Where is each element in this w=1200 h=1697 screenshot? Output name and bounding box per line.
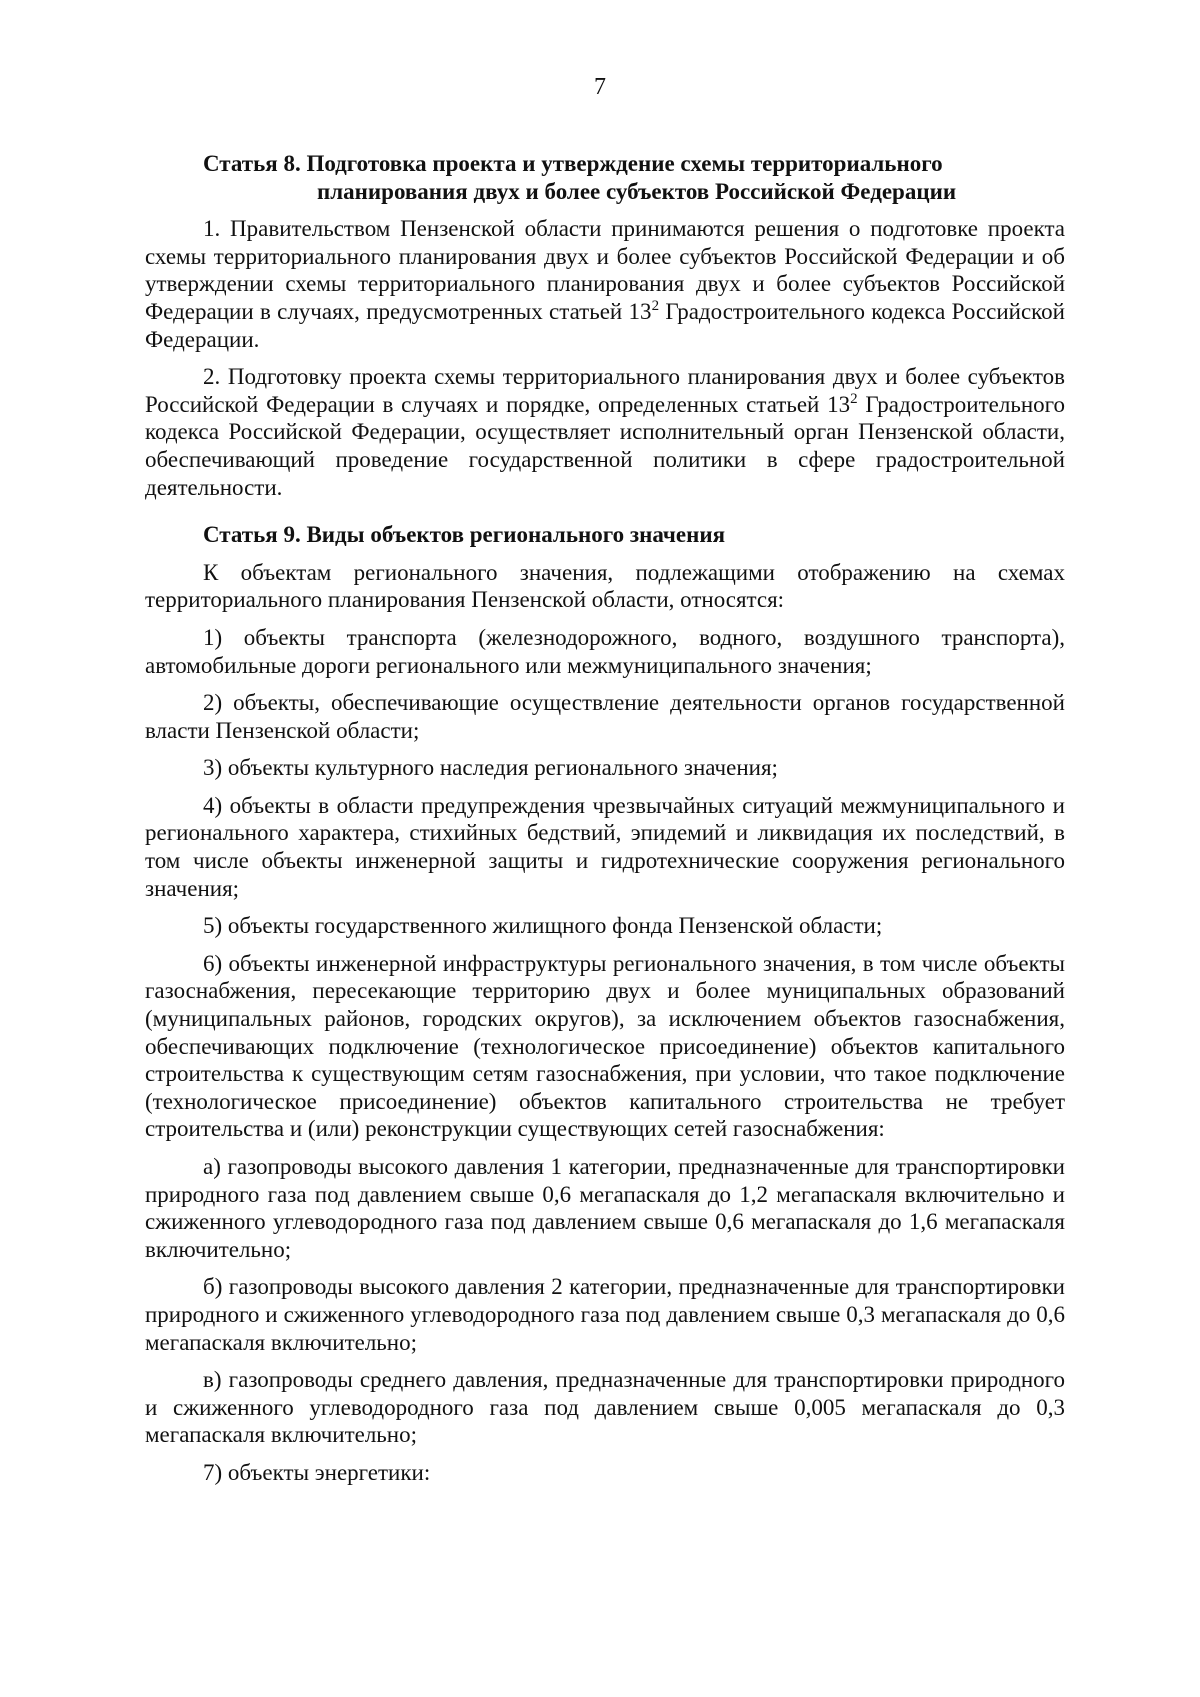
article-8-paragraph-1-superscript: 2 — [651, 297, 660, 314]
article-9-item-2: 2) объекты, обеспечивающие осуществление деятельности органов государственной власти Пензенской области; — [145, 690, 1065, 743]
document-body — [145, 150, 1065, 1487]
article-8-paragraph-2 — [145, 363, 1065, 501]
article-8-heading-line-1: Статья 8. Подготовка проекта и утверждение схемы территориального — [203, 151, 943, 176]
article-9-subitem-b: б) газопроводы высокого давления 2 категории, предназначенные для транспортировки природного и сжиженного углеводородного газа под давлением свыше 0,3 мегапаскаля до 0,6 мегапаскаля включительно; — [145, 1274, 1065, 1355]
article-9-item-7: 7) объекты энергетики: — [203, 1459, 431, 1485]
article-9-intro: К объектам регионального значения, подлежащими отображению на схемах территориального планирования Пензенской области, относятся: — [145, 559, 1065, 613]
article-8-paragraph-1-text: 1. Правительством Пензенской области принимаются решения о подготовке проекта схемы территориального планирования двух и более субъектов Российской Федерации и об утверждении схемы территориального планирования двух и более субъектов Российской Федерации в случаях, предусмотренных статьей 13 — [145, 216, 1065, 324]
article-9-item-4: 4) объекты в области предупреждения чрезвычайных ситуаций межмуниципального и регионального характера, стихийных бедствий, эпидемий и ликвидация их последствий, в том числе объекты инженерной защиты и гидротехнические сооружения регионального значения; — [145, 792, 1065, 901]
article-9-item-3: 3) объекты культурного наследия регионального значения; — [203, 755, 778, 781]
article-8-paragraph-1 — [145, 215, 1065, 353]
article-9-subitem-a: а) газопроводы высокого давления 1 категории, предназначенные для транспортировки природного газа под давлением свыше 0,6 мегапаскаля до 1,2 мегапаскаля включительно и сжиженного углеводородного газа под давлением свыше 0,6 мегапаскаля до 1,6 мегапаскаля включительно; — [145, 1154, 1065, 1262]
page-number: 7 — [594, 74, 606, 100]
article-8-heading — [145, 150, 1065, 205]
article-9-heading: Статья 9. Виды объектов регионального значения — [203, 522, 726, 548]
article-8-paragraph-1-text-end: Градостроительного кодекса Российской Федерации. — [145, 298, 1065, 352]
article-9-item-5: 5) объекты государственного жилищного фонда Пензенской области; — [203, 913, 883, 939]
article-8-paragraph-2-text-end: Градостроительного кодекса Российской Федерации, осуществляет исполнительный орган Пензенской области, обеспечивающий проведение государственной политики в сфере градостроительной деятельности. — [145, 391, 1066, 500]
article-9-item-6: 6) объекты инженерной инфраструктуры регионального значения, в том числе объекты газоснабжения, пересекающие территорию двух и более муниципальных образований (муниципальных районов, городских округов), за исключением объектов газоснабжения, обеспечивающих подключение (технологическое присоединение) объектов капитального строительства к существующим сетям газоснабжения, при условии, что такое подключение (технологическое присоединение) объектов капитального строительства не требует строительства и (или) реконструкции существующих сетей газоснабжения: — [145, 950, 1065, 1142]
article-8-paragraph-2-superscript: 2 — [850, 390, 858, 407]
article-8-heading-line-2: планирования двух и более субъектов Российской Федерации — [317, 178, 957, 204]
article-9-item-1: 1) объекты транспорта (железнодорожного, водного, воздушного транспорта), автомобильные дороги регионального или межмуниципального значения; — [145, 624, 1065, 678]
article-9-subitem-v: в) газопроводы среднего давления, предназначенные для транспортировки природного и сжиженного углеводородного газа под давлением свыше 0,005 мегапаскаля до 0,3 мегапаскаля включительно; — [145, 1367, 1065, 1448]
article-8-paragraph-2-text: 2. Подготовку проекта схемы территориального планирования двух и более субъектов Российской Федерации в случаях и порядке, определенных статьей 13 — [145, 364, 1065, 417]
